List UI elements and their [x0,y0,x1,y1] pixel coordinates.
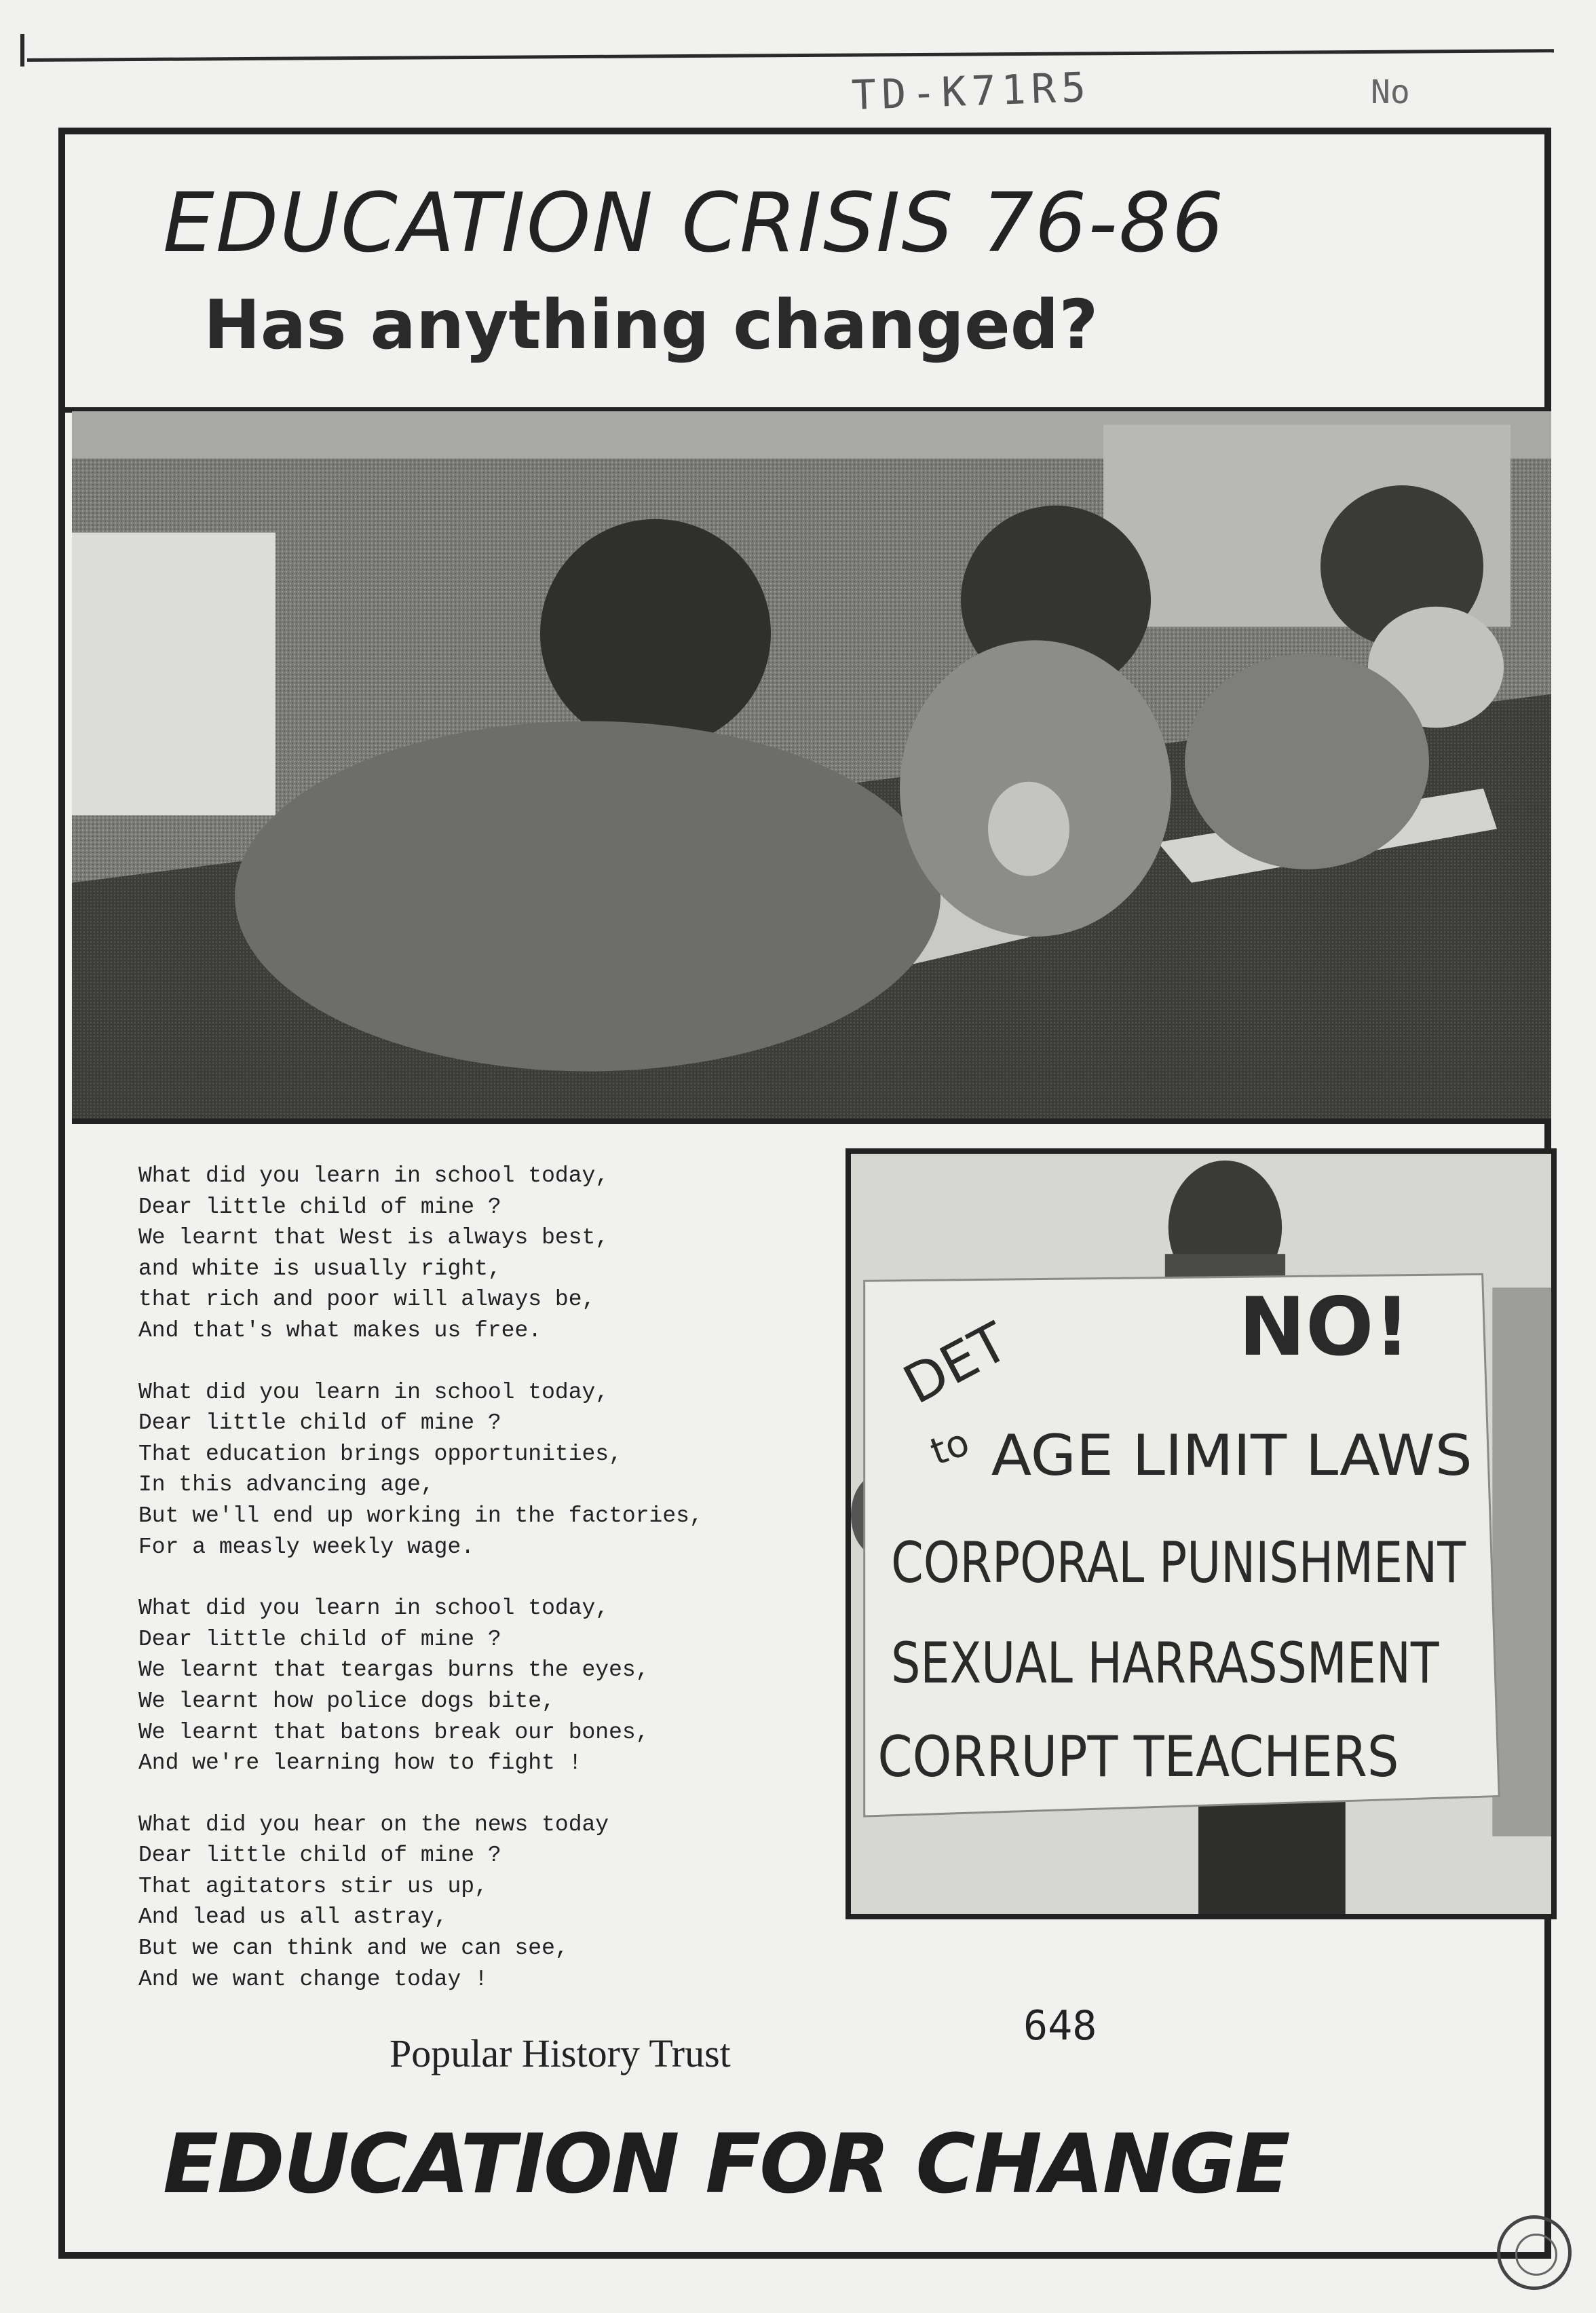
poem-line: We learnt that West is always best, [138,1225,609,1251]
poem-line: and white is usually right, [138,1256,501,1281]
poem-line: In this advancing age, [138,1472,434,1498]
poem-line: For a measly weekly wage. [138,1534,475,1560]
poem-stanza [138,1377,858,1563]
poem-line: Dear little child of mine ? [138,1410,501,1436]
poem-stanza [138,1161,858,1347]
poem [138,1161,858,2025]
poem-line: And we're learning how to fight ! [138,1750,582,1776]
page-number: 648 [1023,2002,1097,2050]
poem-line: What did you learn in school today, [138,1379,609,1405]
poem-line: And we want change today ! [138,1966,488,1992]
sign-line: CORRUPT TEACHERS [877,1723,1399,1790]
poem-stanza [138,1809,858,1995]
poem-line: What did you hear on the news today [138,1811,609,1837]
archive-stamp [1497,2215,1572,2290]
poem-stanza [138,1593,858,1779]
corner-mark [20,34,24,67]
protest-sign-image [851,1154,1551,1914]
poem-line: We learnt how police dogs bite, [138,1688,555,1714]
poster-slogan: EDUCATION FOR CHANGE [163,2118,1289,2212]
poem-line: Dear little child of mine ? [138,1194,501,1220]
sign-det: DET [894,1310,1019,1416]
archive-mark: No [1371,73,1410,111]
credit-line: Popular History Trust [390,2031,731,2075]
poem-line: We learnt that batons break our bones, [138,1719,649,1745]
classroom-photo-image [72,411,1551,1118]
protest-sign-photo [846,1148,1557,1919]
poem-line: But we'll end up working in the factories, [138,1503,703,1528]
poem-line: We learnt that teargas burns the eyes, [138,1657,649,1683]
poster-headline: EDUCATION CRISIS 76-86 [163,176,1226,271]
archive-reference: TD-K71R5 [850,63,1092,120]
poem-line: What did you learn in school today, [138,1596,609,1621]
poem-line: That agitators stir us up, [138,1873,488,1899]
poem-line: But we can think and we can see, [138,1936,569,1961]
poem-line: Dear little child of mine ? [138,1626,501,1652]
poem-line: That education brings opportunities, [138,1441,622,1467]
poem-line: And that's what makes us free. [138,1317,542,1343]
poem-line: What did you learn in school today, [138,1163,609,1188]
sign-to: to [925,1421,975,1475]
sign-no: NO! [1238,1279,1411,1374]
sign-line: AGE LIMIT LAWS [991,1423,1472,1489]
classroom-photo [72,411,1551,1124]
poem-line: And lead us all astray, [138,1904,448,1930]
poem-line: Dear little child of mine ? [138,1843,501,1868]
sign-line: CORPORAL PUNISHMENT [891,1529,1466,1596]
poem-line: that rich and poor will always be, [138,1287,596,1313]
top-rule [27,49,1554,62]
poster-subheadline: Has anything changed? [204,285,1099,364]
sign-line: SEXUAL HARRASSMENT [891,1630,1439,1696]
